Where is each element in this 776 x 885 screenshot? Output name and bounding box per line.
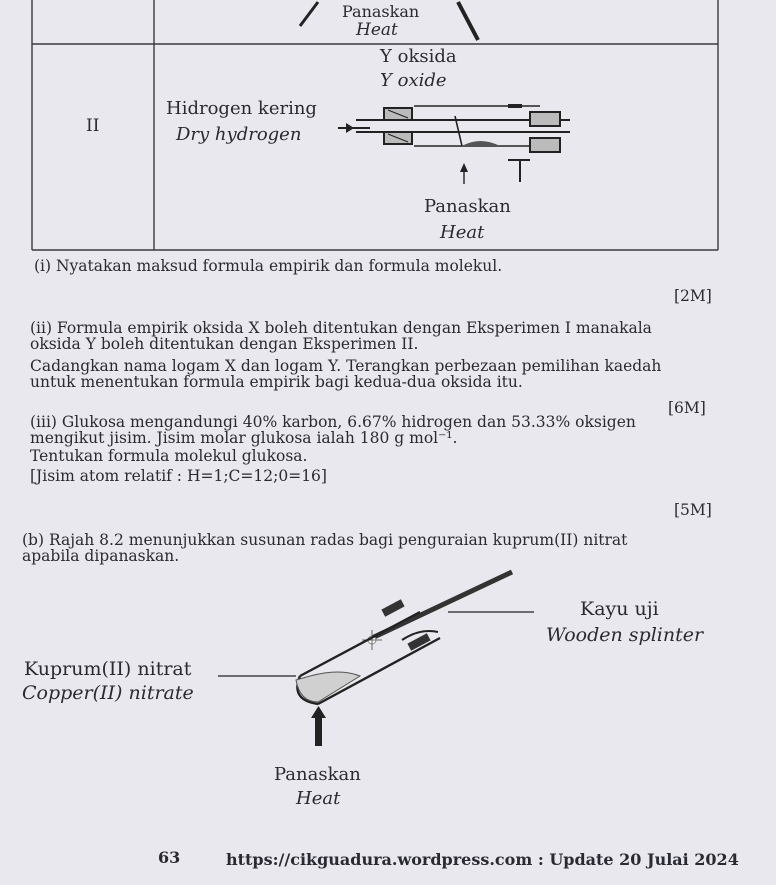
question-b-line-1: (b) Rajah 8.2 menunjukkan susunan radas bagi penguraian kuprum(II) nitrat [22, 531, 628, 549]
heat-label-en: Heat [440, 222, 485, 243]
heat-arrow-icon [315, 716, 322, 746]
hydrogen-label-en: Dry hydrogen [176, 124, 302, 145]
question-i: (i) Nyatakan maksud formula empirik dan formula molekul. [34, 257, 503, 275]
top-heat-label-en: Heat [356, 20, 398, 40]
oxide-label-en: Y oxide [380, 70, 447, 91]
flame-right-icon [458, 2, 478, 40]
test-tube-apparatus [218, 572, 534, 746]
hydrogen-label-my: Hidrogen kering [166, 98, 317, 119]
question-i-marks: [2M] [674, 287, 712, 305]
question-ii-marks: [6M] [668, 399, 706, 417]
footer-source: https://cikguadura.wordpress.com : Update 20 Julai 2024 [226, 850, 739, 869]
figure-heat-label-my: Panaskan [274, 764, 361, 785]
question-ii-line-2: oksida Y boleh ditentukan dengan Eksperimen II. [30, 335, 419, 353]
question-ii-line-3: Cadangkan nama logam X dan logam Y. Terangkan perbezaan pemilihan kaedah [30, 357, 662, 375]
splinter-label-en: Wooden splinter [546, 624, 704, 646]
question-b-line-2: apabila dipanaskan. [22, 547, 180, 565]
row-label: II [86, 116, 100, 136]
nitrate-label-my: Kuprum(II) nitrat [24, 658, 192, 680]
flame-left-icon [300, 2, 318, 26]
nitrate-label-en: Copper(II) nitrate [22, 682, 194, 704]
heat-label-my: Panaskan [424, 196, 511, 217]
oxide-label-my: Y oksida [380, 46, 457, 67]
page-number: 63 [158, 848, 181, 867]
question-iii-line-4: [Jisim atom relatif : H=1;C=12;0=16] [30, 467, 327, 485]
splinter-label-my: Kayu uji [580, 598, 659, 620]
question-ii-line-4: untuk menentukan formula empirik bagi kedua-dua oksida itu. [30, 373, 523, 391]
figure-heat-label-en: Heat [296, 788, 341, 809]
question-iii-line-3: Tentukan formula molekul glukosa. [30, 447, 308, 465]
top-heat-label-my: Panaskan [342, 2, 420, 21]
question-iii-line-2: mengikut jisim. Jisim molar glukosa ialah 180 g mol⁻¹. [30, 429, 458, 447]
question-iii-marks: [5M] [674, 501, 712, 519]
question-iii-line-1: (iii) Glukosa mengandungi 40% karbon, 6.67% hidrogen dan 53.33% oksigen [30, 413, 636, 431]
question-ii-line-1: (ii) Formula empirik oksida X boleh ditentukan dengan Eksperimen I manakala [30, 319, 652, 337]
combustion-tube-apparatus [338, 104, 570, 184]
